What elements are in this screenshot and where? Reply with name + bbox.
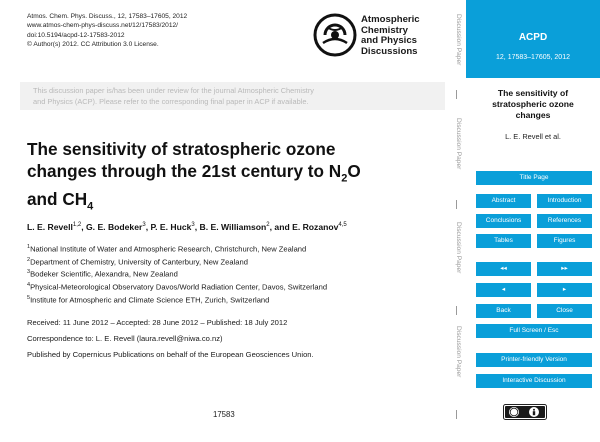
egu-logo-icon xyxy=(313,13,357,57)
rail-divider xyxy=(456,90,457,99)
affiliation-item xyxy=(27,280,327,293)
author-sep: , xyxy=(81,222,86,232)
author-list xyxy=(27,222,447,232)
title-line: O xyxy=(347,160,361,181)
citation-meta xyxy=(27,12,187,49)
affil-number: 2 xyxy=(27,256,31,263)
rail-divider xyxy=(456,200,457,209)
introduction-button[interactable]: Introduction xyxy=(537,194,592,208)
affil-text: Bodeker Scientific, Alexandra, New Zealand xyxy=(30,269,178,279)
author-affil: 3 xyxy=(191,222,195,229)
panel-short-title xyxy=(466,88,600,121)
author-affil: 4,5 xyxy=(338,222,347,229)
logo-line: and Physics xyxy=(361,35,417,47)
author: P. E. Huck xyxy=(150,222,192,232)
meta-url[interactable]: www.atmos-chem-phys-discuss.net/12/17583/2012/ xyxy=(27,22,178,30)
rail-divider xyxy=(456,306,457,315)
logo-wordmark xyxy=(361,15,420,57)
short-title-line: stratospheric ozone xyxy=(492,99,574,109)
affiliation-list xyxy=(27,242,327,305)
logo-line: Discussions xyxy=(361,45,418,57)
page-number: 17583 xyxy=(213,410,235,419)
short-title-line: The sensitivity of xyxy=(497,88,569,98)
rail-label: Discussion Paper xyxy=(455,222,462,274)
affil-text: Department of Chemistry, University of Canterbury, New Zealand xyxy=(30,257,248,267)
close-button[interactable]: Close xyxy=(537,304,592,318)
navigation-panel xyxy=(466,0,600,442)
author-affil: 2 xyxy=(266,222,270,229)
rail-label: Discussion Paper xyxy=(455,118,462,170)
affil-text: National Institute of Water and Atmospheric Research, Christchurch, New Zealand xyxy=(30,244,307,254)
author: B. E. Williamson xyxy=(199,222,267,232)
review-disclaimer xyxy=(20,82,445,110)
meta-license: © Author(s) 2012. CC Attribution 3.0 License. xyxy=(27,40,159,48)
figures-button[interactable]: Figures xyxy=(537,234,592,248)
short-title-line: changes xyxy=(515,110,551,120)
rail-divider xyxy=(456,410,457,419)
cc-license-icon[interactable] xyxy=(503,404,547,420)
author: G. E. Bodeker xyxy=(85,222,143,232)
rail-label: Discussion Paper xyxy=(455,326,462,378)
affil-number: 3 xyxy=(27,269,31,276)
author: E. Rozanov xyxy=(292,222,339,232)
affil-text: Physical-Meteorological Observatory Davos/World Radiation Center, Davos, Switzerland xyxy=(30,282,328,292)
tables-button[interactable]: Tables xyxy=(476,234,531,248)
title-line: changes through the 21st century to N xyxy=(27,160,342,181)
title-page-button[interactable]: Title Page xyxy=(476,171,592,185)
logo-line: Atmospheric xyxy=(361,14,420,25)
printer-friendly-button[interactable]: Printer-friendly Version xyxy=(476,353,592,367)
author-sep: , xyxy=(194,222,200,232)
disclaimer-line: and Physics (ACP). Please refer to the corresponding final paper in ACP if available. xyxy=(33,96,309,106)
affiliation-item xyxy=(27,255,327,268)
next-page-button[interactable]: ▸ xyxy=(537,283,592,297)
panel-citation: 12, 17583–17605, 2012 xyxy=(496,54,570,61)
affil-text: Institute for Atmospheric and Climate Science ETH, Zurich, Switzerland xyxy=(30,295,270,305)
meta-line: Atmos. Chem. Phys. Discuss., 12, 17583–17605, 2012 xyxy=(27,13,188,20)
journal-abbrev: ACPD xyxy=(518,32,548,43)
journal-logo xyxy=(313,7,443,65)
fullscreen-button[interactable]: Full Screen / Esc xyxy=(476,324,592,338)
affiliation-item xyxy=(27,267,327,280)
logo-line: Chemistry xyxy=(361,24,408,36)
paper-title xyxy=(27,139,442,218)
affil-number: 1 xyxy=(27,244,31,250)
title-subscript: 4 xyxy=(87,200,94,213)
title-subscript: 2 xyxy=(341,171,348,184)
panel-header xyxy=(466,0,600,78)
author-sep: , and xyxy=(269,222,293,232)
back-button[interactable]: Back xyxy=(476,304,531,318)
title-line: The sensitivity of stratospheric ozone xyxy=(27,139,336,159)
interactive-discussion-button[interactable]: Interactive Discussion xyxy=(476,374,592,388)
disclaimer-text xyxy=(20,82,445,107)
prev-page-button[interactable]: ◂ xyxy=(476,283,531,297)
conclusions-button[interactable]: Conclusions xyxy=(476,214,531,228)
title-line: and CH xyxy=(27,189,88,210)
author-affil: 1,2 xyxy=(72,222,82,229)
affil-number: 5 xyxy=(27,294,31,301)
author: L. E. Revell xyxy=(27,222,73,232)
last-page-button[interactable]: ▸▸ xyxy=(537,262,592,276)
publication-dates: Received: 11 June 2012 – Accepted: 28 June 2012 – Published: 18 July 2012 xyxy=(27,318,288,327)
meta-doi: doi:10.5194/acpd-12-17583-2012 xyxy=(27,31,125,39)
references-button[interactable]: References xyxy=(537,214,592,228)
abstract-button[interactable]: Abstract xyxy=(476,194,531,208)
affil-number: 4 xyxy=(27,281,31,288)
author-affil: 3 xyxy=(142,222,146,229)
first-page-button[interactable]: ◂◂ xyxy=(476,262,531,276)
correspondence[interactable]: Correspondence to: L. E. Revell (laura.revell@niwa.co.nz) xyxy=(27,334,223,343)
affiliation-item xyxy=(27,293,327,306)
disclaimer-line: This discussion paper is/has been under review for the journal Atmospheric Chemistry xyxy=(33,86,314,95)
publisher-note: Published by Copernicus Publications on behalf of the European Geosciences Union. xyxy=(27,350,314,359)
affiliation-item xyxy=(27,242,327,255)
rail-label: Discussion Paper xyxy=(455,14,462,66)
panel-authors: L. E. Revell et al. xyxy=(505,132,561,141)
discussion-paper-rail xyxy=(448,0,466,442)
author-sep: , xyxy=(145,222,151,232)
